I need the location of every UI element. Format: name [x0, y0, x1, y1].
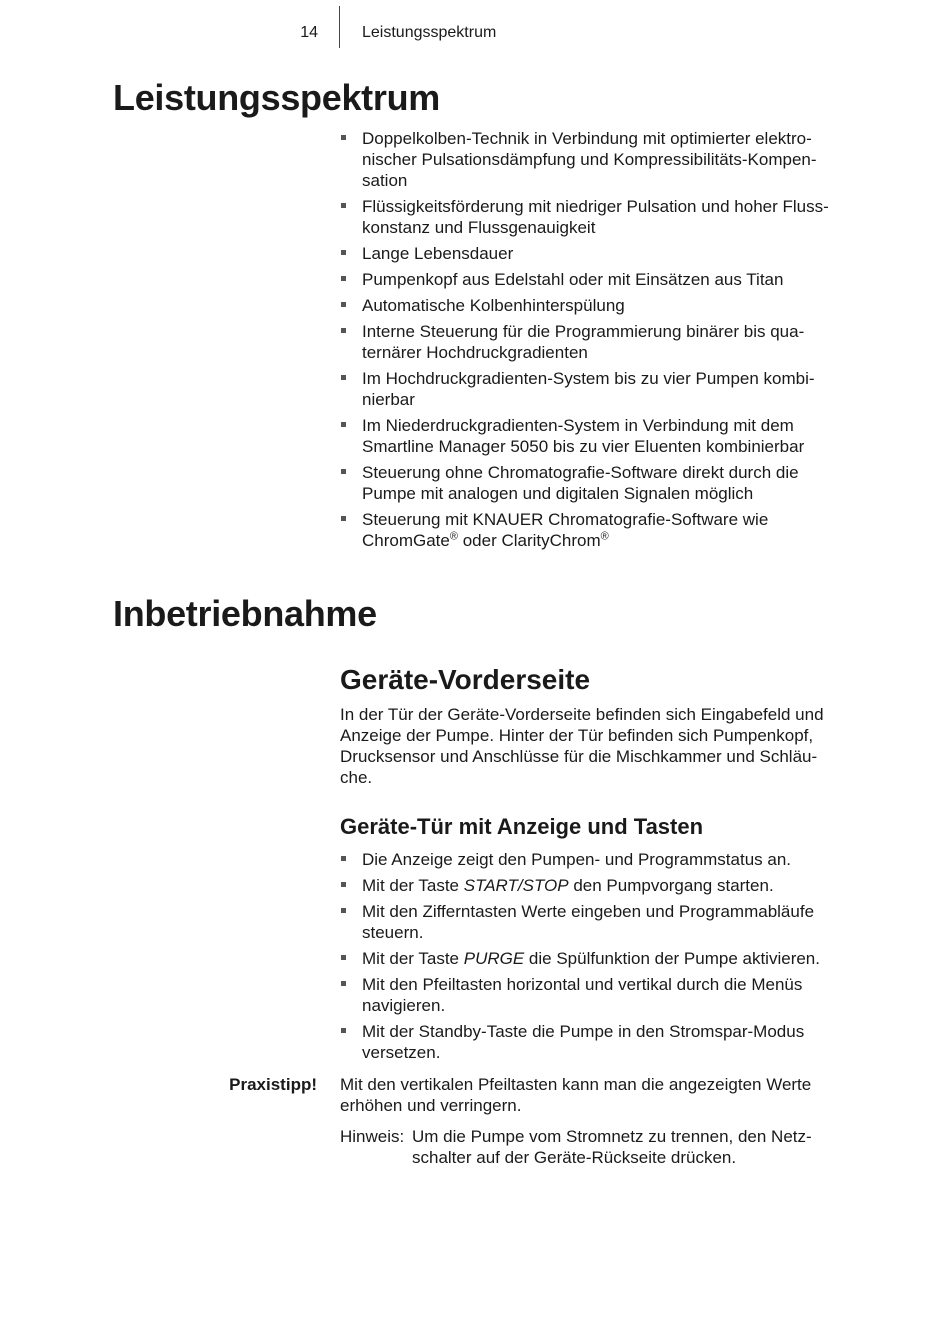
- list-item: Die Anzeige zeigt den Pumpen- und Programmstatus an.: [340, 849, 840, 870]
- door-list: [340, 849, 840, 1068]
- list-item: Im Niederdruckgradienten-System in Verbindung mit dem Smartline Manager 5050 bis zu vier Eluenten kombinierbar: [340, 415, 842, 457]
- registered-mark: ®: [600, 530, 609, 543]
- list-item-text: Mit der Taste: [362, 949, 464, 968]
- list-item: Mit der Standby-Taste die Pumpe in den Stromspar-Modus versetzen.: [340, 1021, 840, 1063]
- tip-label: Praxistipp!: [229, 1075, 317, 1094]
- note-text: Um die Pumpe vom Stromnetz zu trennen, den Netz-schalter auf der Geräte-Rückseite drücken.: [412, 1127, 812, 1167]
- subsection-title-door: Geräte-Tür mit Anzeige und Tasten: [340, 814, 704, 839]
- list-item: Im Hochdruckgradienten-System bis zu vier Pumpen kombi-nierbar: [340, 368, 842, 410]
- list-item-text: oder ClarityChrom: [457, 531, 601, 550]
- list-item-text: die Spülfunktion der Pumpe aktivieren.: [524, 949, 820, 968]
- list-item: Steuerung ohne Chromatografie-Software direkt durch die Pumpe mit analogen und digitalen Signalen möglich: [340, 462, 842, 504]
- list-item: Lange Lebensdauer: [340, 243, 842, 264]
- note: [340, 1126, 840, 1168]
- list-item: Interne Steuerung für die Programmierung binärer bis qua-ternärer Hochdruckgradienten: [340, 321, 842, 363]
- tip-text: Mit den vertikalen Pfeiltasten kann man die angezeigten Werte erhöhen und verringern.: [340, 1075, 812, 1115]
- key-name-purge: PURGE: [463, 949, 525, 968]
- list-item: Pumpenkopf aus Edelstahl oder mit Einsätzen aus Titan: [340, 269, 842, 290]
- list-item: [340, 875, 840, 896]
- list-item: [340, 509, 842, 551]
- list-item-text: den Pumpvorgang starten.: [568, 876, 774, 895]
- front-description: In der Tür der Geräte-Vorderseite befinden sich Eingabefeld und Anzeige der Pumpe. Hinter der Tür befinden sich Pumpenkopf, Drucksensor und Anschlüsse für die Mischkammer und Schläu-che.: [340, 705, 824, 787]
- feature-list: [340, 128, 840, 556]
- list-item: Mit den Zifferntasten Werte eingeben und Programmabläufe steuern.: [340, 901, 840, 943]
- list-item: [340, 948, 840, 969]
- list-item: Doppelkolben-Technik in Verbindung mit optimierter elektro-nischer Pulsationsdämpfung und Kompressibilitäts-Kompen-sation: [340, 128, 842, 191]
- key-name-start-stop: START/STOP: [463, 876, 569, 895]
- running-title: Leistungsspektrum: [362, 24, 497, 41]
- header-divider: [339, 6, 340, 48]
- list-item-text: Mit der Taste: [362, 876, 464, 895]
- page-number: 14: [300, 24, 318, 41]
- list-item: Automatische Kolbenhinterspülung: [340, 295, 842, 316]
- list-item-text: Steuerung mit KNAUER Chromatografie-Software wie ChromGate: [362, 510, 769, 550]
- list-item: Mit den Pfeiltasten horizontal und vertikal durch die Menüs navigieren.: [340, 974, 840, 1016]
- section-title-leistungsspektrum: Leistungsspektrum: [113, 77, 440, 118]
- section-title-inbetriebnahme: Inbetriebnahme: [113, 593, 377, 634]
- subsection-title-front: Geräte-Vorderseite: [340, 664, 591, 695]
- registered-mark: ®: [449, 530, 458, 543]
- note-label: Hinweis:: [340, 1127, 405, 1146]
- list-item: Flüssigkeitsförderung mit niedriger Pulsation und hoher Fluss-konstanz und Flussgenauigkeit: [340, 196, 842, 238]
